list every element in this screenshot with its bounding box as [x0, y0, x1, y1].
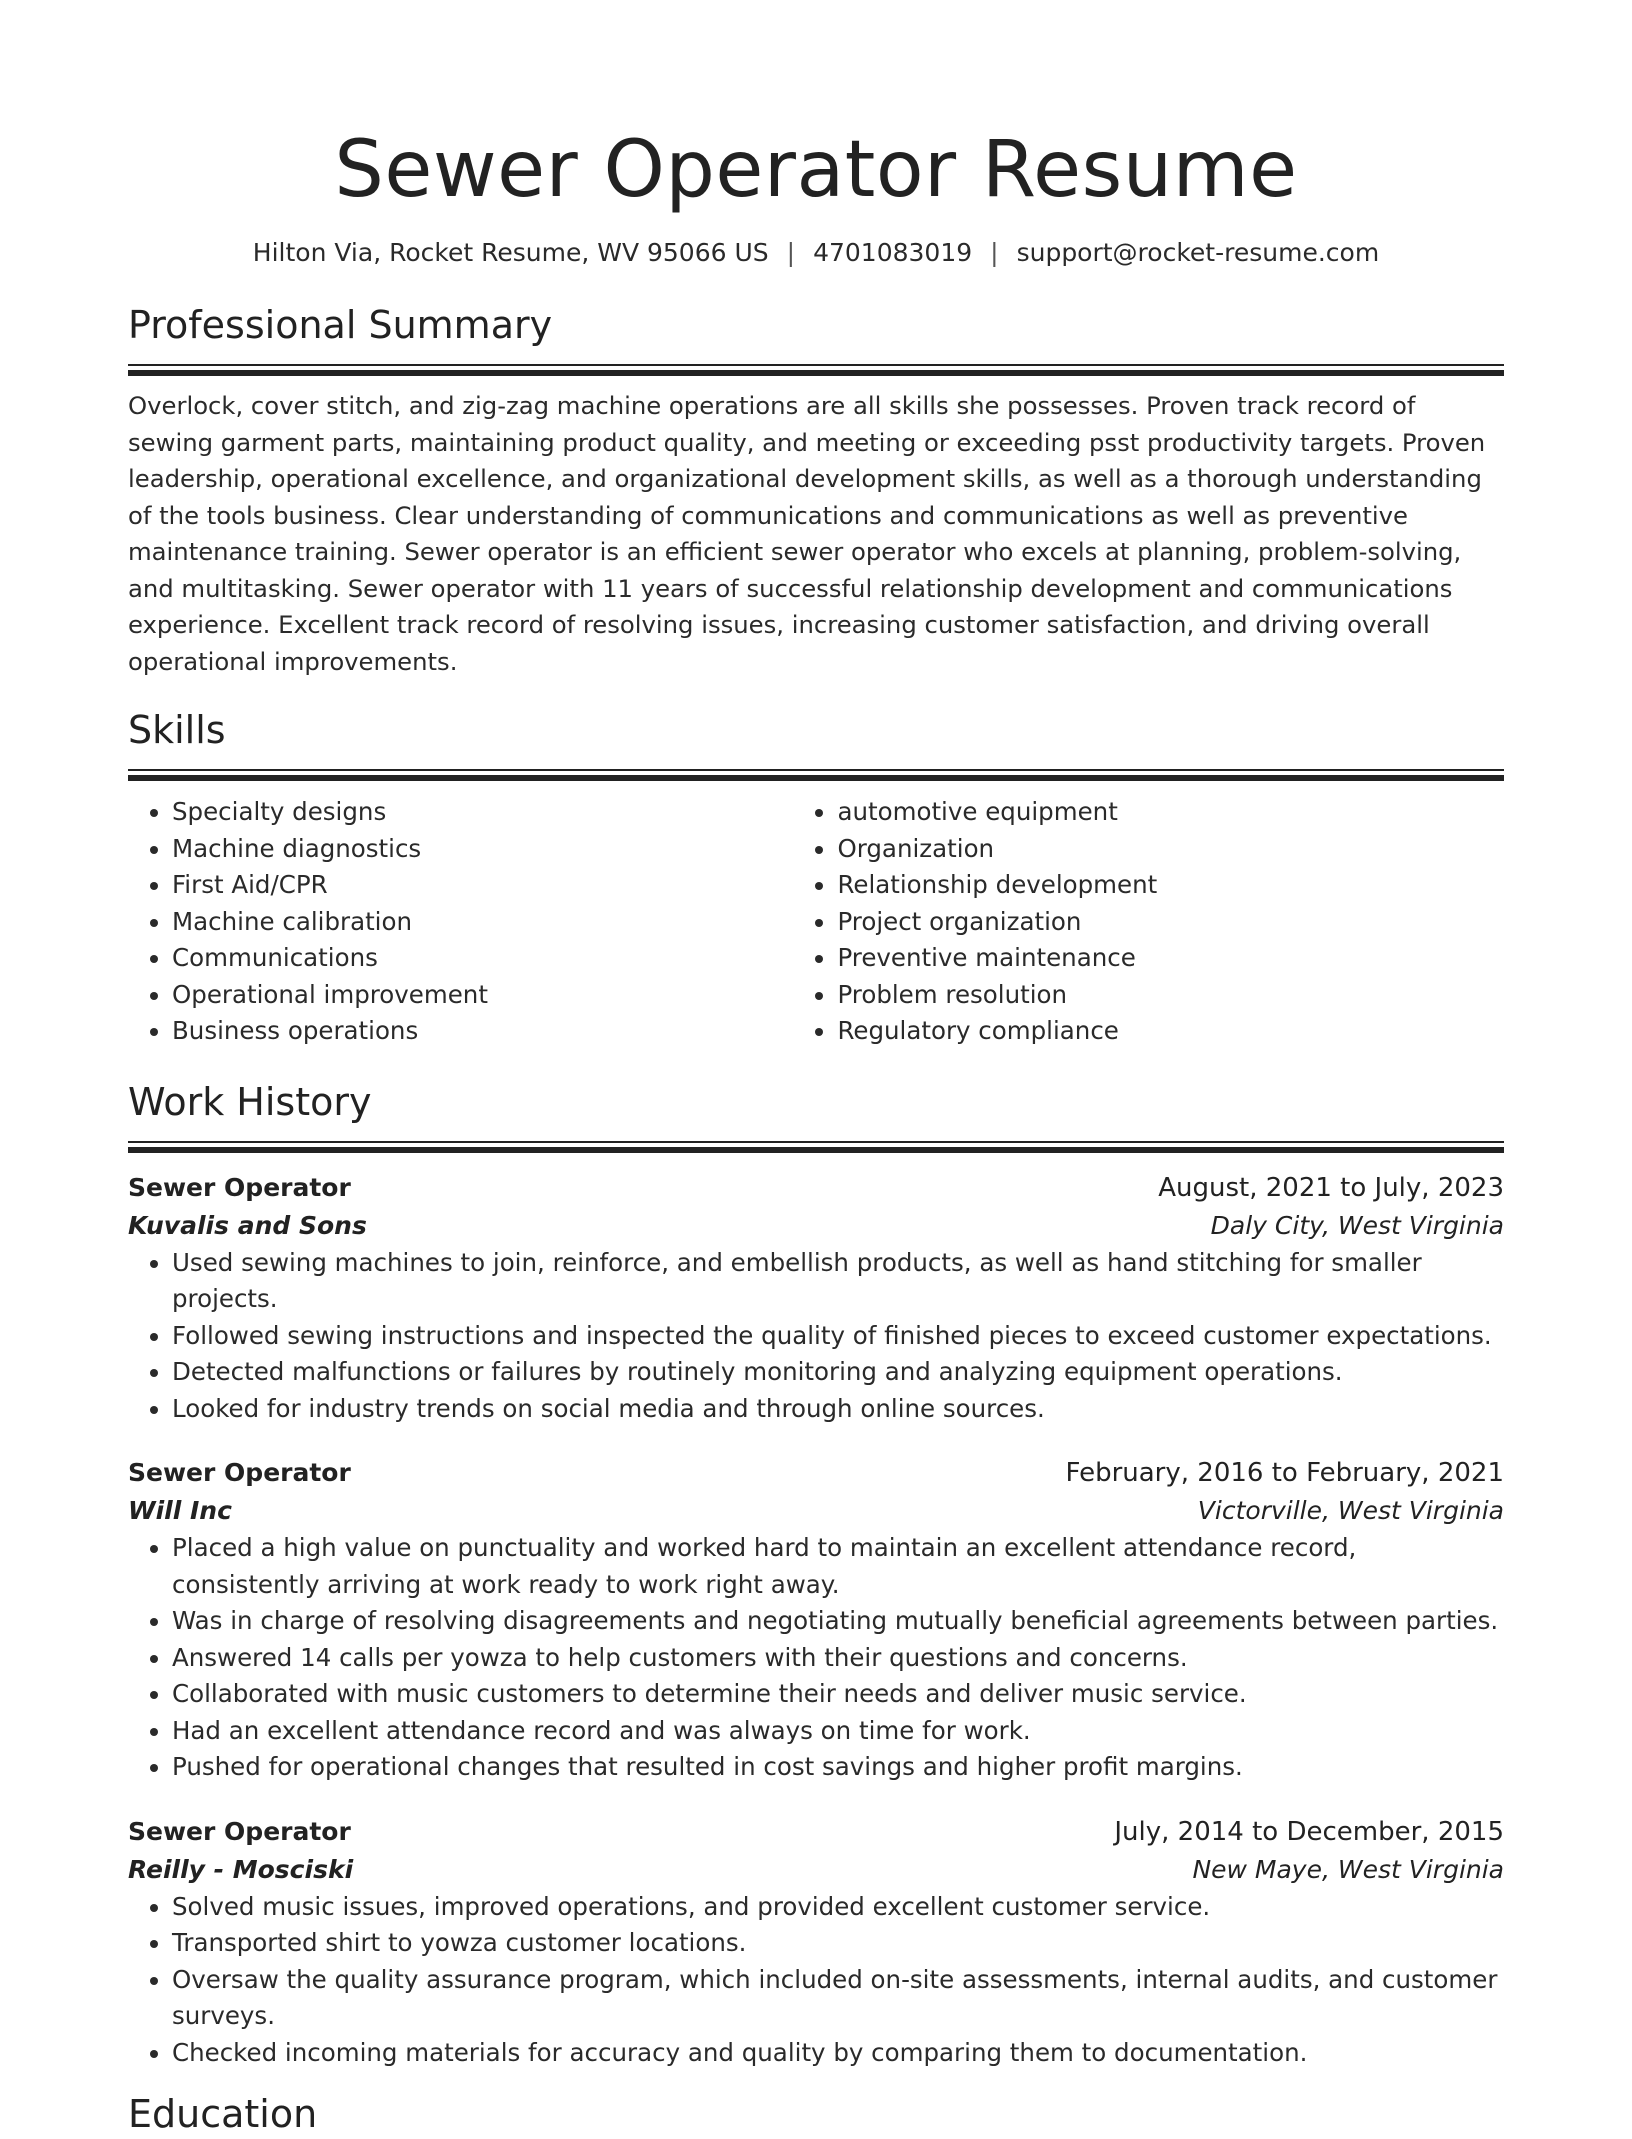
job-employer-row: [128, 1492, 1504, 1530]
job-duty: • Looked for industry trends on social media and through online sources.: [172, 1391, 1504, 1428]
section-heading-work-history: Work History: [128, 1079, 372, 1124]
job-duty: • Checked incoming materials for accuracy and quality by comparing them to documentation.: [172, 2035, 1504, 2072]
job-title: Sewer Operator: [128, 1816, 351, 1846]
job-duty: • Was in charge of resolving disagreements and negotiating mutually beneficial agreements between parties.: [172, 1603, 1504, 1640]
section-divider: [128, 364, 1504, 376]
job-duty: • Transported shirt to yowza customer locations.: [172, 1925, 1504, 1962]
job-duty: • Solved music issues, improved operations, and provided excellent customer service.: [172, 1889, 1504, 1926]
contact-separator: |: [786, 238, 796, 267]
resume-page: [128, 0, 1504, 2139]
skill-item: • Machine calibration: [172, 904, 793, 941]
section-heading-skills: Skills: [128, 708, 226, 752]
job-header-row: [128, 1454, 1504, 1492]
section-divider: [128, 769, 1504, 781]
skills-section: [128, 705, 1504, 1050]
section-heading-summary: Professional Summary: [128, 303, 553, 347]
contact-line: [128, 236, 1504, 270]
skill-item: • Machine diagnostics: [172, 831, 793, 868]
summary-section: [128, 300, 1504, 680]
contact-separator: |: [990, 238, 999, 267]
job-duty: • Used sewing machines to join, reinforce, and embellish products, as well as hand stitching for smaller projects.: [172, 1245, 1504, 1318]
job-entry: [128, 1454, 1504, 1786]
contact-phone: 4701083019: [813, 238, 973, 267]
job-duty: • Placed a high value on punctuality and worked hard to maintain an excellent attendance record, consistently arriving at work ready to work right away.: [172, 1530, 1504, 1603]
resume-title: Sewer Operator Resume: [334, 125, 1298, 215]
job-company: Kuvalis and Sons: [128, 1210, 367, 1240]
job-entry: [128, 1169, 1504, 1428]
job-employer-row: [128, 1207, 1504, 1245]
skill-item: • Organization: [837, 831, 1504, 868]
job-entry: [128, 1813, 1504, 2072]
skills-list-right: [793, 794, 1504, 1050]
job-dates: July, 2014 to December, 2015: [1114, 1816, 1504, 1847]
contact-address: Hilton Via, Rocket Resume, WV 95066 US: [252, 238, 769, 267]
job-title: Sewer Operator: [128, 1458, 351, 1487]
job-duty: • Oversaw the quality assurance program, which included on-site assessments, internal audits, and customer surveys.: [172, 1962, 1504, 2035]
job-title: Sewer Operator: [128, 1172, 351, 1202]
job-duty: • Detected malfunctions or failures by routinely monitoring and analyzing equipment operations.: [172, 1354, 1504, 1391]
job-header-row: [128, 1169, 1504, 1207]
skill-item: • Communications: [172, 940, 793, 977]
job-duty: • Collaborated with music customers to determine their needs and deliver music service.: [172, 1676, 1504, 1713]
skills-grid: [128, 794, 1504, 1050]
job-duty: • Had an excellent attendance record and was always on time for work.: [172, 1713, 1504, 1750]
education-section: [128, 2089, 1504, 2139]
skill-item: • Specialty designs: [172, 794, 793, 831]
skill-item: • Business operations: [172, 1013, 793, 1050]
skill-item: • Project organization: [837, 904, 1504, 941]
job-duties-list: [128, 1245, 1504, 1428]
job-header-row: [128, 1813, 1504, 1851]
job-dates: February, 2016 to February, 2021: [1065, 1458, 1504, 1488]
section-heading-education: Education: [128, 2092, 318, 2136]
job-employer-row: [128, 1851, 1504, 1889]
skill-item: • automotive equipment: [837, 794, 1504, 831]
job-duty: • Pushed for operational changes that resulted in cost savings and higher profit margins.: [172, 1749, 1504, 1786]
section-divider: [128, 1141, 1504, 1153]
skill-item: • Preventive maintenance: [837, 940, 1504, 977]
skill-item: • Regulatory compliance: [837, 1013, 1504, 1050]
job-dates: August, 2021 to July, 2023: [1158, 1172, 1504, 1203]
skill-item: • Operational improvement: [172, 977, 793, 1014]
job-company: Will Inc: [128, 1496, 232, 1525]
work-history-section: [128, 1077, 1504, 2072]
job-duty: • Followed sewing instructions and inspected the quality of finished pieces to exceed customer expectations.: [172, 1318, 1504, 1355]
job-location: Daly City, West Virginia: [1210, 1210, 1504, 1240]
skills-list-left: [128, 794, 793, 1050]
job-duties-list: [128, 1530, 1504, 1786]
job-location: New Maye, West Virginia: [1192, 1854, 1504, 1884]
skill-item: • Relationship development: [837, 867, 1504, 904]
job-duties-list: [128, 1889, 1504, 2072]
job-duty: • Answered 14 calls per yowza to help customers with their questions and concerns.: [172, 1640, 1504, 1677]
skill-item: • Problem resolution: [837, 977, 1504, 1014]
contact-email: support@rocket-resume.com: [1016, 238, 1380, 267]
summary-text: Overlock, cover stitch, and zig-zag machine operations are all skills she possesses. Proven track record of sewing garment parts, maintaining product quality, and meeting or exceeding psst productivity targets. Proven leadership, operational excellence, and organizational development skills, as well as a thorough understanding of the tools business. Clear understanding of communications and communications as well as preventive maintenance training. Sewer operator is an efficient sewer operator who excels at planning, problem-solving, and multitasking. Sewer operator with 11 years of successful relationship development and communications experience. Excellent track record of resolving issues, increasing customer satisfaction, and driving overall operational improvements.: [128, 391, 1486, 676]
job-location: Victorville, West Virginia: [1197, 1496, 1504, 1525]
job-company: Reilly - Mosciski: [128, 1854, 354, 1884]
skill-item: • First Aid/CPR: [172, 867, 793, 904]
